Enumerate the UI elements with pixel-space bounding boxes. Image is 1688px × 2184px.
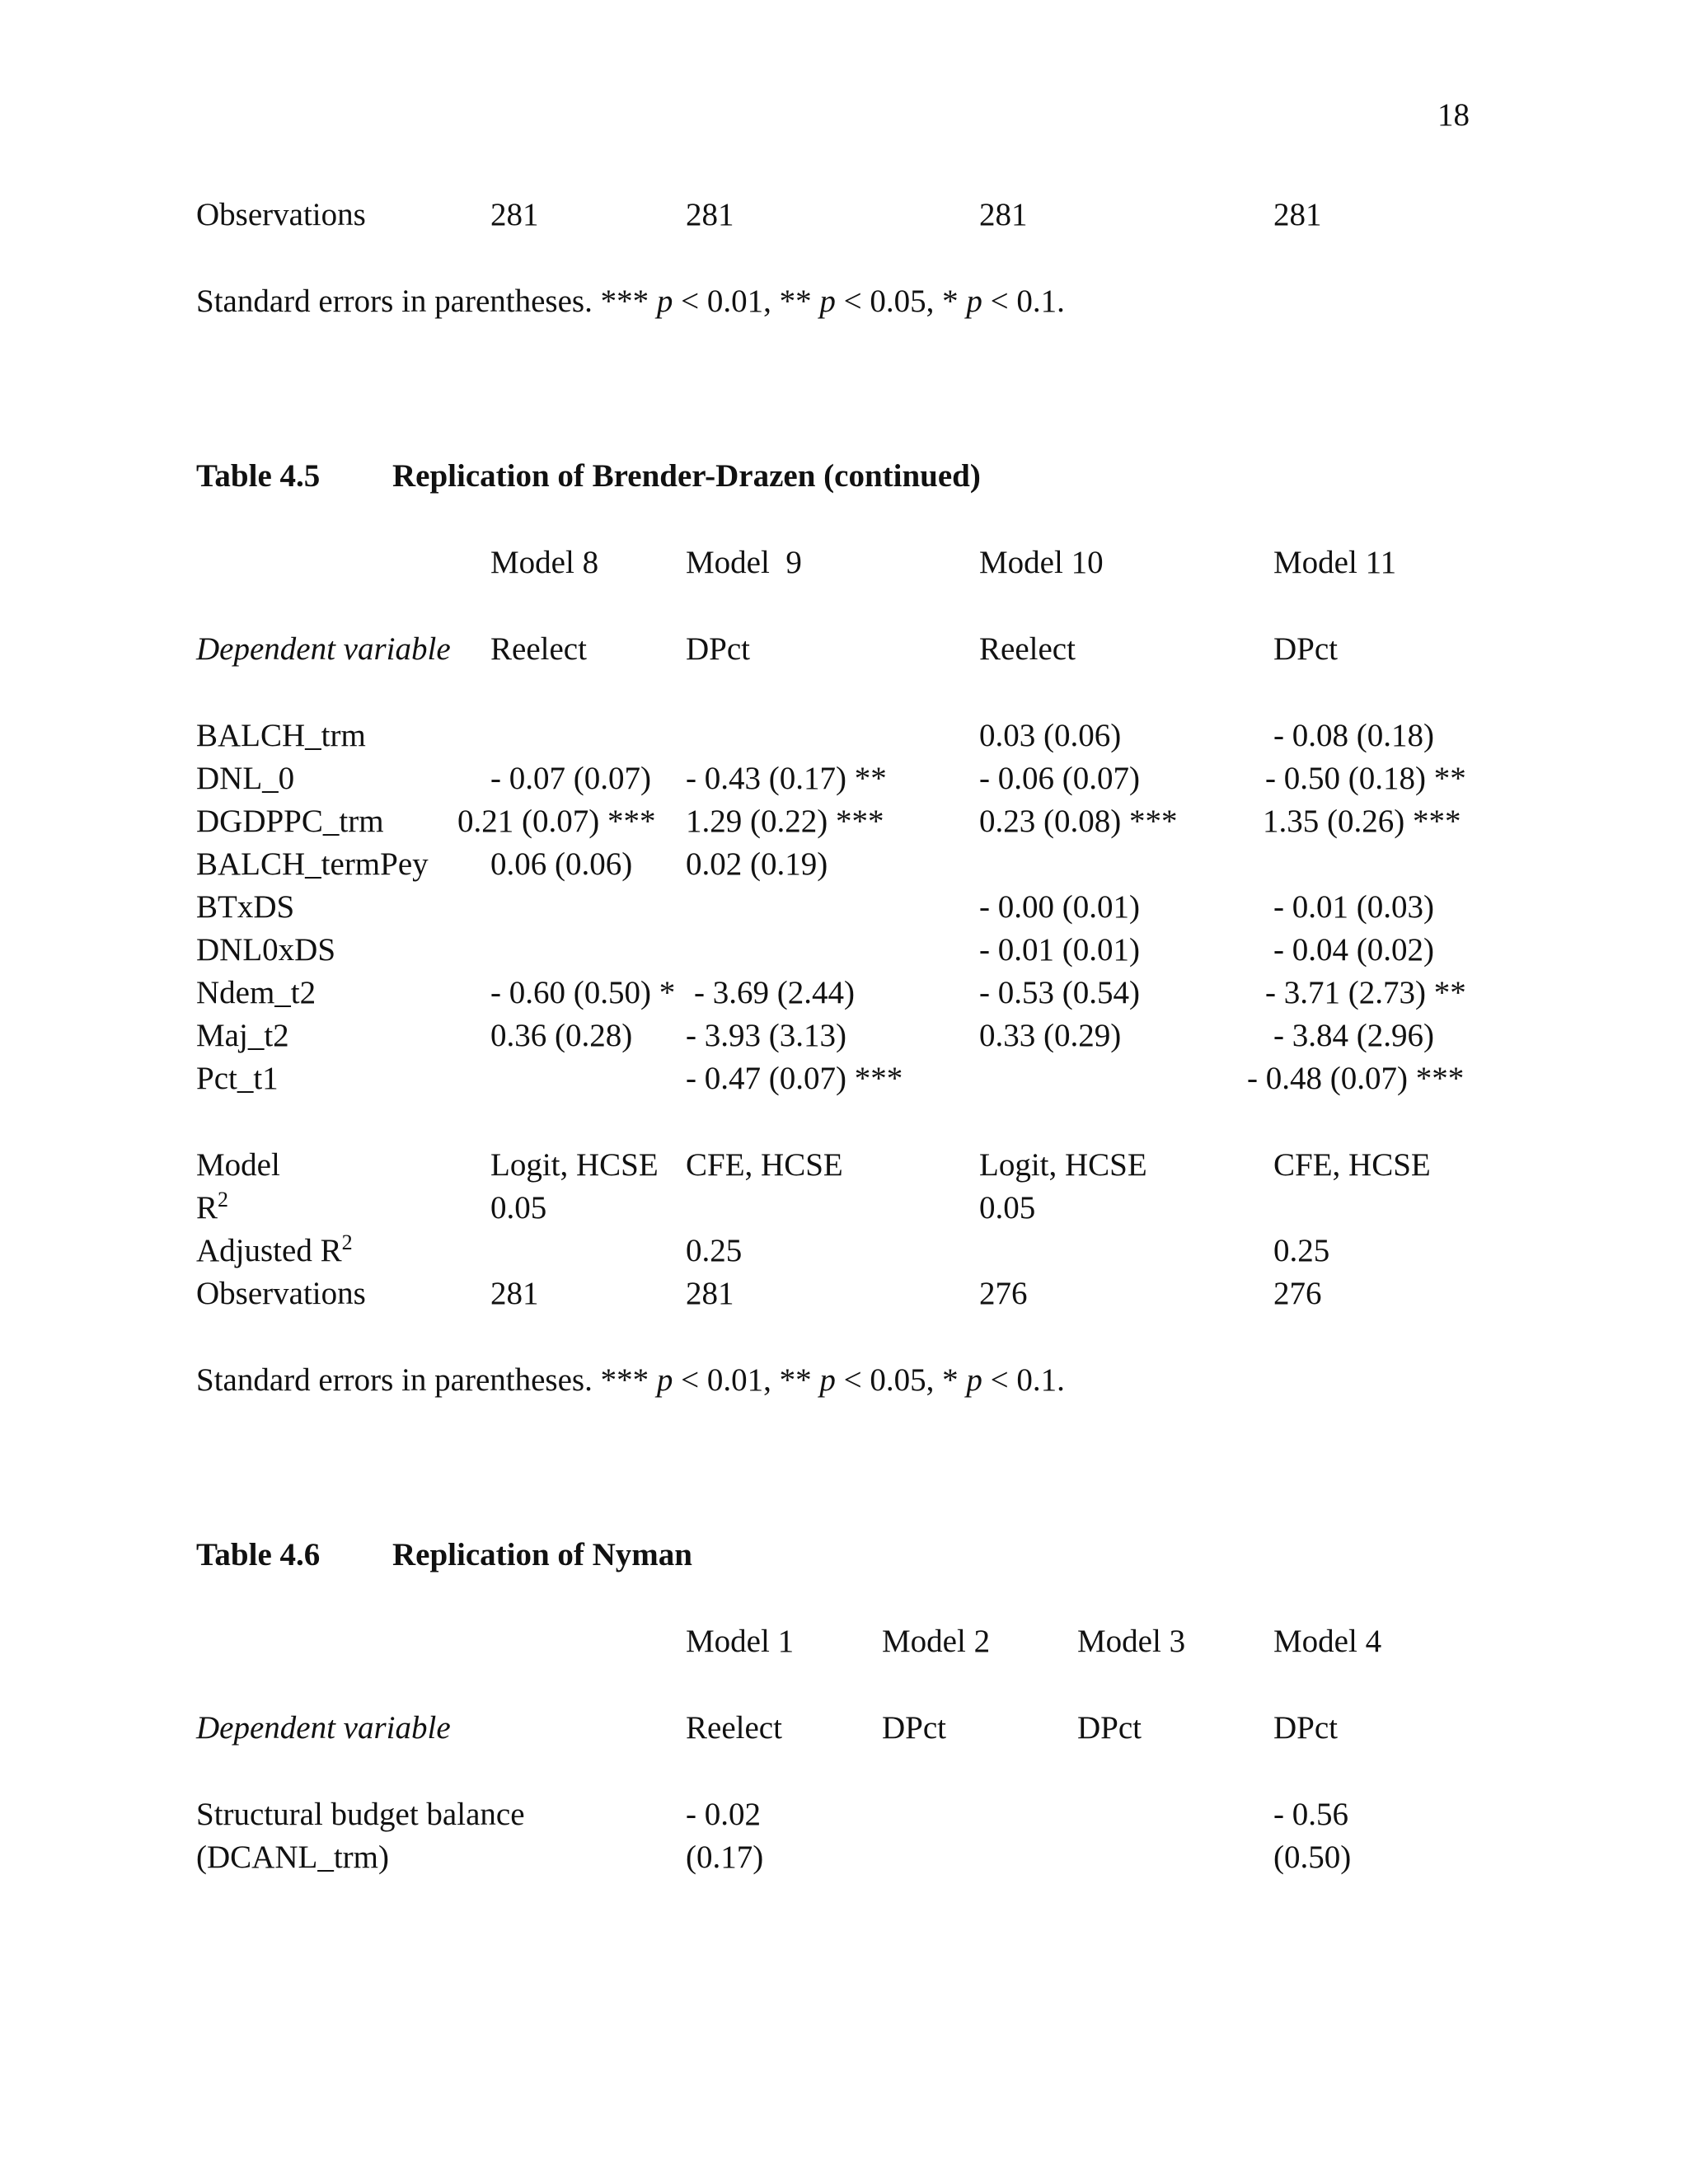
model-type-cell: CFE, HCSE [1273, 1147, 1431, 1183]
observations-cell: 276 [1273, 1276, 1322, 1311]
coef-cell: - 0.50 (0.18) ** [1265, 761, 1466, 796]
r-squared-cell: 0.05 [979, 1190, 1036, 1226]
model-header: Model 2 [882, 1624, 991, 1659]
dependent-variable-cell: DPct [882, 1710, 946, 1746]
dependent-variable-cell: DPct [1273, 1710, 1338, 1746]
dependent-variable-cell: Reelect [490, 631, 587, 667]
observations-cell: 276 [979, 1276, 1028, 1311]
adjusted-r-squared-cell: 0.25 [686, 1233, 743, 1268]
table-number: Table 4.5 [196, 458, 321, 494]
page-number: 18 [1437, 97, 1470, 133]
row-label: BALCH_termPey [196, 846, 429, 882]
observations-label: Observations [196, 1276, 366, 1311]
coef-cell: - 3.69 (2.44) [694, 975, 855, 1010]
row-label: (DCANL_trm) [196, 1840, 389, 1875]
dependent-variable-cell: Reelect [979, 631, 1076, 667]
coef-cell: - 0.00 (0.01) [979, 889, 1140, 925]
table-number: Table 4.6 [196, 1537, 321, 1572]
model-header: Model 10 [979, 545, 1104, 580]
dependent-variable-label: Dependent variable [196, 631, 451, 667]
row-label: DNL0xDS [196, 932, 336, 968]
model-header: Model 4 [1273, 1624, 1382, 1659]
dependent-variable-label: Dependent variable [196, 1710, 451, 1746]
coef-cell: - 0.04 (0.02) [1273, 932, 1434, 968]
observations-cell: 281 [686, 1276, 734, 1311]
coef-cell: - 0.60 (0.50) * [490, 975, 676, 1010]
coef-cell: - 3.93 (3.13) [686, 1018, 846, 1053]
r-squared-cell: 0.05 [490, 1190, 547, 1226]
row-label: DNL_0 [196, 761, 295, 796]
dependent-variable-cell: DPct [1077, 1710, 1142, 1746]
coef-cell: - 0.01 (0.01) [979, 932, 1140, 968]
se-cell: (0.50) [1273, 1840, 1352, 1875]
se-cell: (0.17) [686, 1840, 764, 1875]
dependent-variable-cell: Reelect [686, 1710, 782, 1746]
row-label: BTxDS [196, 889, 295, 925]
model-type-label: Model [196, 1147, 280, 1183]
significance-note: Standard errors in parentheses. *** p < 0.01, ** p < 0.05, * p < 0.1. [196, 284, 1065, 319]
coef-cell: - 0.06 (0.07) [979, 761, 1140, 796]
coef-cell: - 3.84 (2.96) [1273, 1018, 1434, 1053]
model-type-cell: CFE, HCSE [686, 1147, 843, 1183]
coef-cell: 0.21 (0.07) *** [457, 804, 656, 839]
model-header: Model 11 [1273, 545, 1397, 580]
coef-cell: - 3.71 (2.73) ** [1265, 975, 1466, 1010]
dependent-variable-cell: DPct [1273, 631, 1338, 667]
model-type-cell: Logit, HCSE [490, 1147, 659, 1183]
coef-cell: - 0.08 (0.18) [1273, 718, 1434, 753]
model-header: Model 8 [490, 545, 599, 580]
row-label: BALCH_trm [196, 718, 366, 753]
model-header: Model 9 [686, 545, 802, 580]
coef-cell: 0.03 (0.06) [979, 718, 1122, 753]
model-header: Model 3 [1077, 1624, 1186, 1659]
r-squared-label: $R^2$ [196, 1188, 229, 1226]
coef-cell: - 0.01 (0.03) [1273, 889, 1434, 925]
row-label: DGDPPC_trm [196, 804, 384, 839]
coef-cell: 1.35 (0.26) *** [1263, 804, 1461, 839]
table-title: Replication of Nyman [392, 1537, 692, 1572]
observations-cell: 281 [979, 197, 1028, 232]
row-label: Structural budget balance [196, 1797, 525, 1832]
coef-cell: 1.29 (0.22) *** [686, 804, 884, 839]
row-label: Pct_t1 [196, 1061, 279, 1096]
coef-cell: 0.33 (0.29) [979, 1018, 1122, 1053]
adjusted-r-squared-label: Adjusted $R^2$ [196, 1230, 353, 1268]
row-label: Maj_t2 [196, 1018, 289, 1053]
coef-cell: 0.06 (0.06) [490, 846, 633, 882]
row-label: Ndem_t2 [196, 975, 316, 1010]
coef-cell: - 0.02 [686, 1797, 761, 1832]
coef-cell: 0.02 (0.19) [686, 846, 828, 882]
table-title: Replication of Brender-Drazen (continued) [392, 458, 981, 494]
coef-cell: - 0.53 (0.54) [979, 975, 1140, 1010]
model-type-cell: Logit, HCSE [979, 1147, 1147, 1183]
coef-cell: - 0.47 (0.07) *** [686, 1061, 903, 1096]
adjusted-r-squared-cell: 0.25 [1273, 1233, 1330, 1268]
observations-cell: 281 [686, 197, 734, 232]
coef-cell: - 0.07 (0.07) [490, 761, 651, 796]
coef-cell: 0.23 (0.08) *** [979, 804, 1178, 839]
coef-cell: 0.36 (0.28) [490, 1018, 633, 1053]
observations-cell: 281 [490, 1276, 539, 1311]
observations-label: Observations [196, 197, 366, 232]
model-header: Model 1 [686, 1624, 795, 1659]
observations-cell: 281 [490, 197, 539, 232]
coef-cell: - 0.43 (0.17) ** [686, 761, 887, 796]
coef-cell: - 0.56 [1273, 1797, 1348, 1832]
dependent-variable-cell: DPct [686, 631, 750, 667]
observations-cell: 281 [1273, 197, 1322, 232]
coef-cell: - 0.48 (0.07) *** [1247, 1061, 1465, 1096]
significance-note: Standard errors in parentheses. *** p < 0.01, ** p < 0.05, * p < 0.1. [196, 1362, 1065, 1398]
